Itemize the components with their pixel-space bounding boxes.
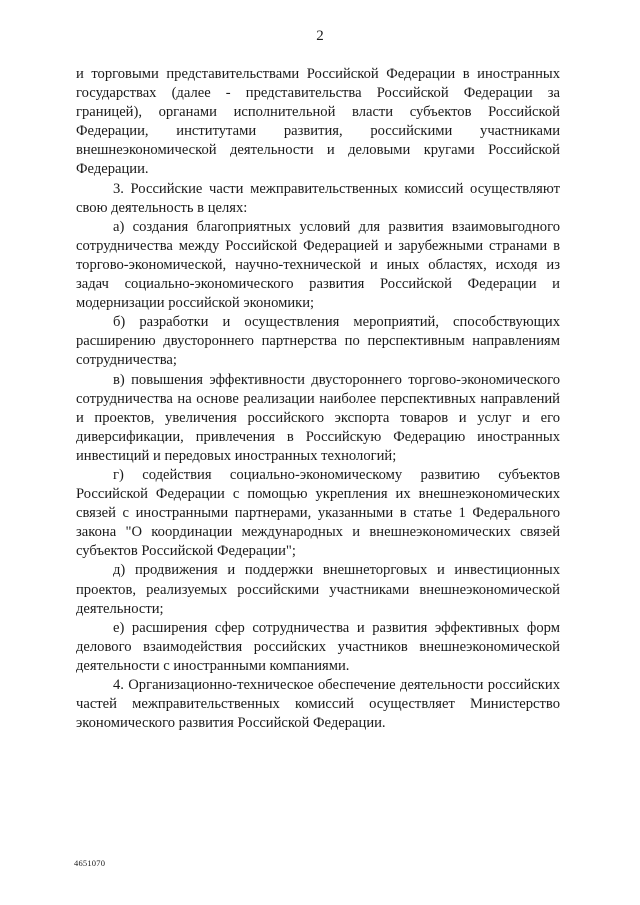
paragraph-item-3: 3. Российские части межправительственных комиссий осуществляют свою деятельность в целях:	[76, 180, 560, 216]
paragraph-subitem-g: г) содействия социально-экономическому развитию субъектов Российской Федерации с помощью укрепления их внешнеэкономических связей с иностранными партнерами, указанными в статье 1 Федерального закона "О координации международных и внешнеэкономических связей субъектов Российской Федерации";	[76, 466, 560, 560]
paragraph-subitem-d: д) продвижения и поддержки внешнеторговых и инвестиционных проектов, реализуемых российскими участниками внешнеэкономической деятельности;	[76, 562, 560, 617]
paragraph-subitem-a: а) создания благоприятных условий для развития взаимовыгодного сотрудничества между Российской Федерацией и зарубежными странами в торгово-экономической, научно-технической и иных областях, исходя из задач социально-экономического развития Российской Федерации и модернизации российской экономики;	[76, 218, 560, 312]
paragraph-subitem-e: е) расширения сфер сотрудничества и развития эффективных форм делового взаимодействия российских участников внешнеэкономической деятельности с иностранными компаниями.	[76, 619, 560, 674]
document-code: 4651070	[74, 858, 106, 868]
paragraph-item-4: 4. Организационно-техническое обеспечение деятельности российских частей межправительственных комиссий осуществляет Министерство экономического развития Российской Федерации.	[76, 677, 560, 732]
paragraph-subitem-b: б) разработки и осуществления мероприятий, способствующих расширению двустороннего партнерства по перспективным направлениям сотрудничества;	[76, 314, 560, 369]
page-number: 2	[316, 28, 324, 44]
paragraph-subitem-v: в) повышения эффективности двустороннего торгово-экономического сотрудничества на основе реализации наиболее перспективных направлений и проектов, увеличения российского экспорта товаров и услуг и его диверсификации, привлечения в Российскую Федерацию иностранных инвестиций и передовых иностранных технологий;	[76, 371, 560, 464]
paragraph-continuation: и торговыми представительствами Российской Федерации в иностранных государствах (далее - представительства Российской Федерации за границей), органами исполнительной власти субъектов Российской Федерации, институтами развития, российскими участниками внешнеэкономической деятельности и деловыми кругами Российской Федерации.	[76, 66, 560, 178]
document-body	[76, 65, 560, 733]
